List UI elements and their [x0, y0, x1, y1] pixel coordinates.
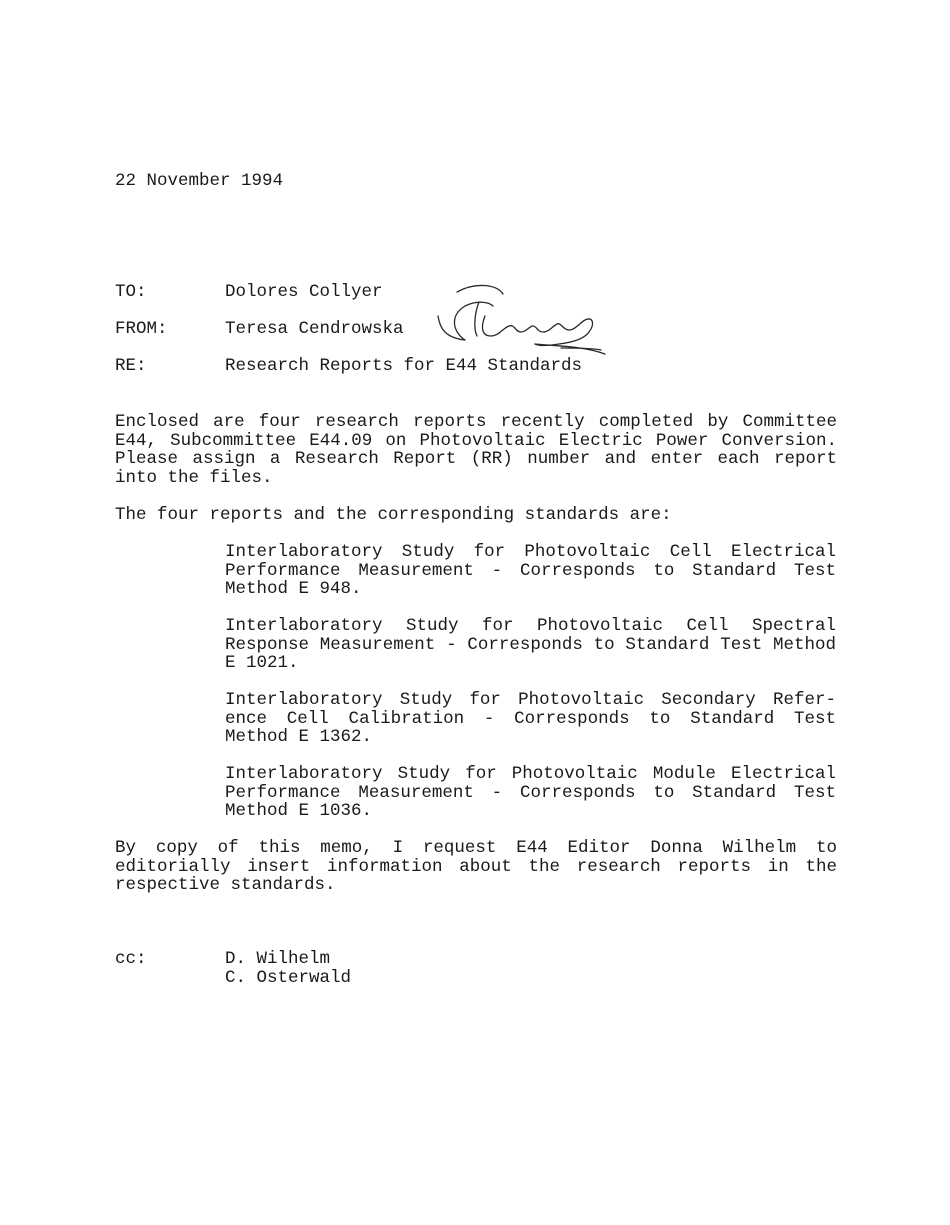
cc-recipient: C. Osterwald [225, 968, 352, 988]
intro-paragraph: Enclosed are four research reports recently completed by Committee E44, Subcommittee E44.09 on Photovoltaic Electric Power Conversion. Please assign a Research Report (RR) number and enter each report into the files. [115, 412, 837, 488]
closing-paragraph: By copy of this memo, I request E44 Editor Donna Wilhelm to editorially insert information about the research reports in the respective standards. [115, 838, 837, 896]
memo-date: 22 November 1994 [115, 171, 284, 191]
cc-label: cc: [115, 949, 147, 969]
report-item-4: Interlaboratory Study for Photovoltaic Module Electrical Performance Measurement - Corresponds to Standard Test Method E 1036. [225, 764, 836, 822]
report-item-1: Interlaboratory Study for Photovoltaic Cell Electrical Performance Measurement - Corresponds to Standard Test Method E 948. [225, 542, 836, 600]
list-intro: The four reports and the corresponding standards are: [115, 505, 672, 525]
from-label: FROM: [115, 319, 168, 339]
re-value: Research Reports for E44 Standards [225, 356, 583, 376]
signature-icon [435, 280, 610, 360]
to-label: TO: [115, 282, 147, 302]
report-item-2: Interlaboratory Study for Photovoltaic Cell Spectral Response Measurement - Corresponds to Standard Test Method E 1021. [225, 616, 836, 674]
cc-recipient: D. Wilhelm [225, 949, 331, 969]
to-value: Dolores Collyer [225, 282, 383, 302]
report-item-3: Interlaboratory Study for Photovoltaic Secondary Refer-ence Cell Calibration - Corresponds to Standard Test Method E 1362. [225, 690, 836, 748]
re-label: RE: [115, 356, 147, 376]
from-value: Teresa Cendrowska [225, 319, 404, 339]
